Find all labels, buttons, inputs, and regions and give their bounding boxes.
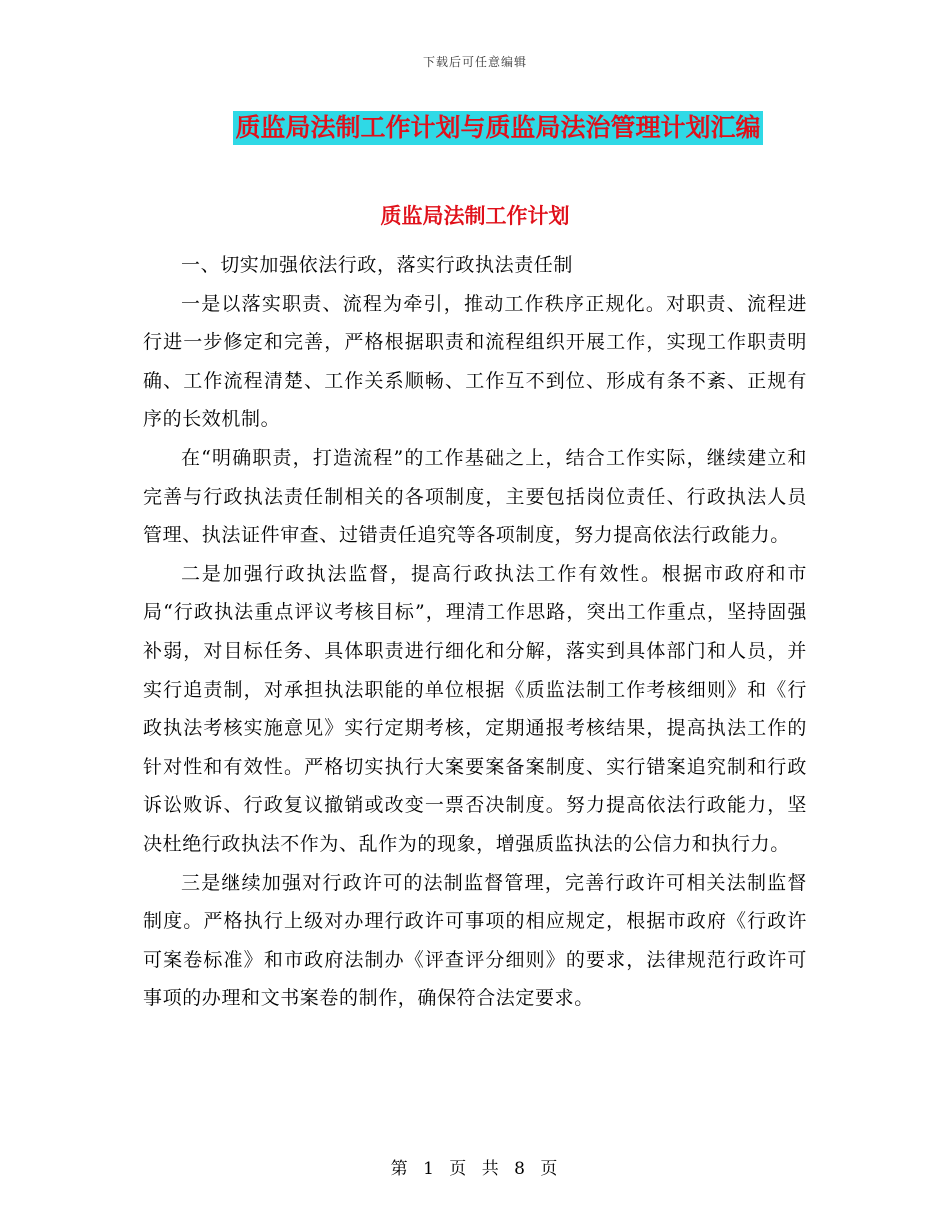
document-title-container bbox=[0, 111, 950, 145]
paragraph: 在“明确职责，打造流程”的工作基础之上，结合工作实际，继续建立和完善与行政执法责任制相关的各项制度，主要包括岗位责任、行政执法人员管理、执法证件审查、过错责任追究等各项制度，努力提高依法行政能力。 bbox=[143, 446, 807, 547]
document-title: 质监局法制工作计划与质监局法治管理计划汇编 bbox=[233, 111, 762, 145]
section-title: 质监局法制工作计划 bbox=[380, 204, 570, 228]
paragraph: 二是加强行政执法监督，提高行政执法工作有效性。根据市政府和市局“行政执法重点评议考核目标”，理清工作思路，突出工作重点，坚持固强补弱，对目标任务、具体职责进行细化和分解，落实到具体部门和人员，并实行追责制，对承担执法职能的单位根据《质监法制工作考核细则》和《行政执法考核实施意见》实行定期考核，定期通报考核结果，提高执法工作的针对性和有效性。严格切实执行大案要案备案制度、实行错案追究制和行政诉讼败诉、行政复议撤销或改变一票否决制度。努力提高依法行政能力，坚决杜绝行政执法不作为、乱作为的现象，增强质监执法的公信力和执行力。 bbox=[143, 562, 807, 855]
document-body bbox=[143, 246, 807, 1018]
header-note: 下载后可任意编辑 bbox=[422, 55, 527, 69]
paragraph-heading: 一、切实加强依法行政，落实行政执法责任制 bbox=[181, 254, 574, 276]
paragraph: 三是继续加强对行政许可的法制监督管理，完善行政许可相关法制监督制度。严格执行上级对办理行政许可事项的相应规定，根据市政府《行政许可案卷标准》和市政府法制办《评查评分细则》的要求，法律规范行政许可事项的办理和文书案卷的制作，确保符合法定要求。 bbox=[143, 871, 807, 1010]
page-number-footer: 第 1 页 共 8 页 bbox=[390, 1159, 560, 1179]
paragraph: 一是以落实职责、流程为牵引，推动工作秩序正规化。对职责、流程进行进一步修定和完善，严格根据职责和流程组织开展工作，实现工作职责明确、工作流程清楚、工作关系顺畅、工作互不到位、形成有条不紊、正规有序的长效机制。 bbox=[143, 292, 807, 431]
